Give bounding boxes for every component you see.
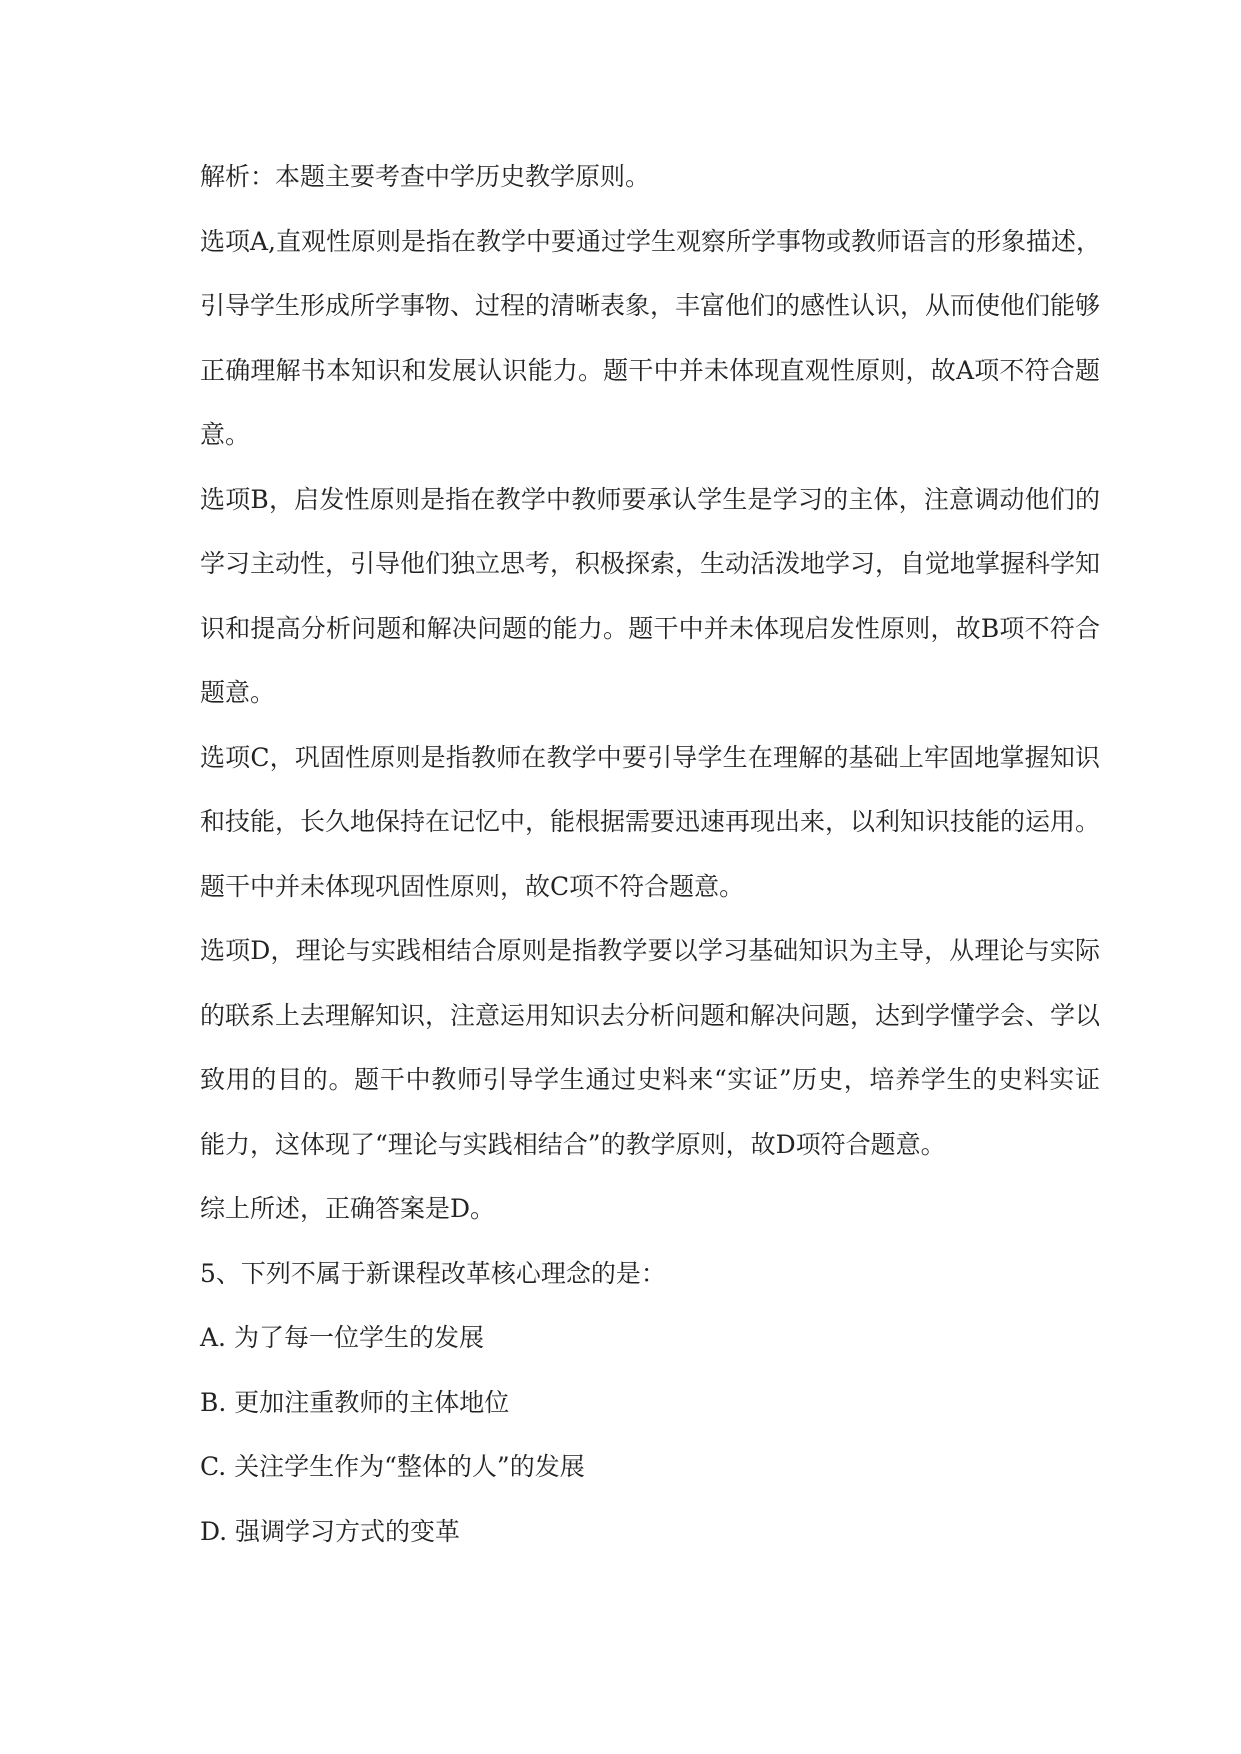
text-line: 选项B，启发性原则是指在教学中教师要承认学生是学习的主体，注意调动他们的 — [200, 484, 1100, 514]
text-line: 引导学生形成所学事物、过程的清晰表象，丰富他们的感性认识，从而使他们能够 — [200, 291, 1101, 320]
text-line: 题意。 — [200, 678, 276, 707]
option-d: D. 强调学习方式的变革 — [200, 1516, 461, 1546]
option-b: B. 更加注重教师的主体地位 — [200, 1387, 510, 1417]
text-line: 意。 — [200, 420, 251, 449]
analysis-intro — [200, 145, 1100, 210]
text-line: 选项C，巩固性原则是指教师在教学中要引导学生在理解的基础上牢固地掌握知识 — [200, 742, 1100, 772]
text-line: 解析：本题主要考查中学历史教学原则。 — [200, 162, 651, 191]
option-b-analysis — [200, 468, 1100, 726]
text-line: 正确理解书本知识和发展认识能力。题干中并未体现直观性原则，故A项不符合题 — [200, 355, 1100, 385]
option-c-analysis — [200, 726, 1100, 920]
option-c: C. 关注学生作为“整体的人”的发展 — [200, 1452, 585, 1481]
option-a: A. 为了每一位学生的发展 — [200, 1323, 484, 1352]
question-stem — [200, 1242, 1100, 1307]
text-line: 和技能，长久地保持在记忆中，能根据需要迅速再现出来，以利知识技能的运用。 — [200, 807, 1101, 836]
option-a-analysis — [200, 210, 1100, 468]
analysis-conclusion — [200, 1177, 1100, 1242]
text-line: 能力，这体现了“理论与实践相结合”的教学原则，故D项符合题意。 — [200, 1129, 946, 1159]
text-line: 识和提高分析问题和解决问题的能力。题干中并未体现启发性原则，故B项不符合 — [200, 613, 1100, 643]
text-line: 综上所述，正确答案是D。 — [200, 1194, 496, 1223]
option-d-analysis — [200, 919, 1100, 1177]
text-line: 题干中并未体现巩固性原则，故C项不符合题意。 — [200, 871, 745, 901]
page-content — [200, 145, 1100, 1564]
text-line: 选项A,直观性原则是指在教学中要通过学生观察所学事物或教师语言的形象描述， — [200, 226, 1102, 256]
text-line: 的联系上去理解知识，注意运用知识去分析问题和解决问题，达到学懂学会、学以 — [200, 1000, 1101, 1030]
text-line: 学习主动性，引导他们独立思考，积极探索，生动活泼地学习，自觉地掌握科学知 — [200, 549, 1101, 578]
text-line: 选项D，理论与实践相结合原则是指教学要以学习基础知识为主导，从理论与实际 — [200, 936, 1100, 965]
text-line: 致用的目的。题干中教师引导学生通过史料来“实证”历史，培养学生的史料实证 — [200, 1065, 1100, 1094]
question-options — [200, 1306, 1100, 1564]
text-line: 5、下列不属于新课程改革核心理念的是： — [200, 1258, 666, 1288]
